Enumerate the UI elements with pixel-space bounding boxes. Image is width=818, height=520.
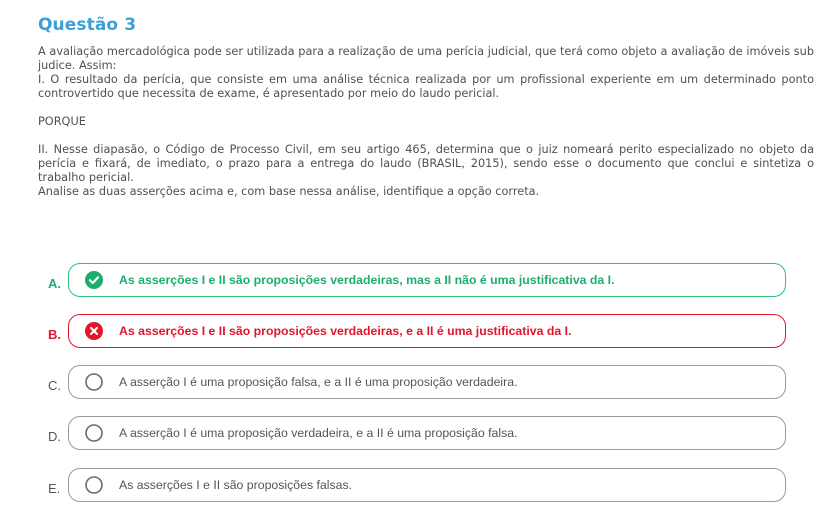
option-letter: A. [48, 276, 61, 291]
radio-empty-icon[interactable] [85, 424, 103, 442]
option-d[interactable] [48, 416, 788, 450]
question-title: Questão 3 [38, 15, 137, 35]
x-circle-icon [85, 322, 103, 340]
statement-intro: A avaliação mercadológica pode ser utilizada para a realização de uma perícia judicial, que terá como objeto a avaliação de imóveis sub judice. Assim: [38, 45, 814, 72]
option-letter: D. [48, 429, 61, 444]
option-text: As asserções I e II são proposições falsas. [119, 478, 353, 492]
option-box[interactable] [68, 263, 786, 297]
assertion-one: I. O resultado da perícia, que consiste em uma análise técnica realizada por um profissional experiente em um determinado ponto controvertido que necessita de exame, é apresentado por meio do laudo pericial. [38, 73, 814, 100]
option-text: As asserções I e II são proposições verdadeiras, mas a II não é uma justificativa da I. [119, 273, 615, 287]
option-text: As asserções I e II são proposições verdadeiras, e a II é uma justificativa da I. [119, 324, 572, 338]
option-box[interactable] [68, 365, 786, 399]
option-e[interactable] [48, 468, 788, 502]
check-circle-icon [85, 271, 103, 289]
option-b[interactable] [48, 314, 788, 348]
option-text: A asserção I é uma proposição verdadeira, e a II é uma proposição falsa. [119, 426, 518, 440]
option-box[interactable] [68, 468, 786, 502]
question-instruction: Analise as duas asserções acima e, com base nessa análise, identifique a opção correta. [38, 185, 540, 198]
option-letter: B. [48, 327, 61, 342]
option-text: A asserção I é uma proposição falsa, e a II é uma proposição verdadeira. [119, 375, 518, 389]
assertion-two: II. Nesse diapasão, o Código de Processo Civil, em seu artigo 465, determina que o juiz nomeará perito especializado no objeto da perícia e fixará, de imediato, o prazo para a entrega do laudo (BRASIL, 2015), sendo esse o documento que conclui e sintetiza o trabalho pericial. [38, 143, 814, 184]
question-statement [38, 45, 814, 199]
option-letter: C. [48, 378, 61, 393]
option-letter: E. [48, 481, 61, 496]
option-box[interactable] [68, 416, 786, 450]
radio-empty-icon[interactable] [85, 373, 103, 391]
option-box[interactable] [68, 314, 786, 348]
option-a[interactable] [48, 263, 788, 297]
radio-empty-icon[interactable] [85, 476, 103, 494]
connector-porque: PORQUE [38, 115, 86, 128]
option-c[interactable] [48, 365, 788, 399]
